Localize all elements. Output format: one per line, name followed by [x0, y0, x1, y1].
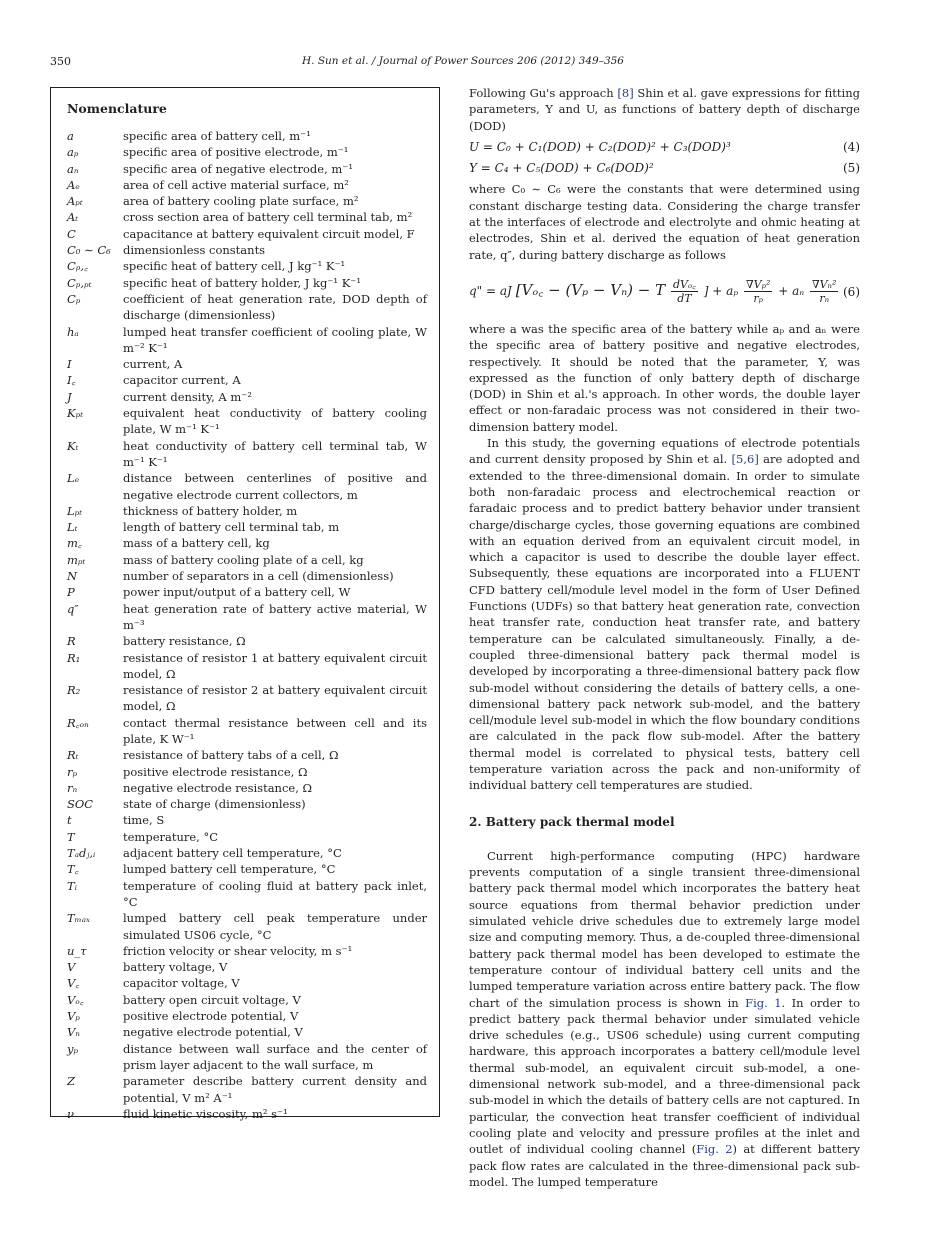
nomenclature-symbol: R꜀ₒₙ: [67, 715, 89, 730]
nomenclature-symbol: aₙ: [67, 161, 79, 176]
nomenclature-definition: distance between centerlines of positive and negative electrode current collectors, m: [123, 471, 427, 502]
nomenclature-symbol: Vₙ: [67, 1025, 80, 1040]
nomenclature-row: [67, 275, 427, 291]
nomenclature-symbol: Aₜ: [67, 210, 79, 225]
nomenclature-definition: temperature of cooling fluid at battery pack inlet, °C: [123, 878, 427, 909]
nomenclature-symbol: rₚ: [67, 764, 78, 779]
eq6-frac-vn: [810, 278, 839, 305]
nomenclature-row: [67, 812, 427, 828]
nomenclature-row: [67, 829, 427, 845]
nomenclature-symbol: m꜀: [67, 536, 82, 551]
eq6-mid2: + aₙ: [778, 284, 805, 299]
nomenclature-definition: specific heat of battery cell, J kg⁻¹ K⁻¹: [123, 259, 346, 274]
eq6-lhs: q" = aJ: [469, 284, 512, 299]
paragraph-after-eq6: where a was the specific area of the battery while aₚ and aₙ were the specific area of battery positive and negative electrodes, respectively. It should be noted that the parameter, Y, was expressed as the function of only battery depth of discharge (DOD) in Shin et al.'s approach. In other words, the double layer effect or non-faradaic process was not considered in their two-dimension battery model.: [469, 321, 860, 434]
intro-text-cont: Shin et al. gave expressions for fitting parameters, Y and U, as functions of battery depth of discharge (DOD): [469, 86, 860, 133]
eq6-frac1-den: dT: [677, 292, 692, 306]
nomenclature-definition: capacitor voltage, V: [123, 976, 240, 991]
nomenclature-row: [67, 633, 427, 649]
nomenclature-symbol: Kₜ: [67, 438, 79, 453]
nomenclature-symbol: R₂: [67, 683, 81, 698]
nomenclature-symbol: aₚ: [67, 145, 79, 160]
nomenclature-row: [67, 128, 427, 144]
nomenclature-row: [67, 144, 427, 160]
nomenclature-definition: specific area of battery cell, m⁻¹: [123, 129, 311, 143]
nomenclature-symbol: R: [67, 634, 76, 649]
nomenclature-row: [67, 845, 427, 861]
nomenclature-row: [67, 1041, 427, 1074]
nomenclature-definition: lumped battery cell temperature, °C: [123, 862, 336, 877]
nomenclature-symbol: C₀ ∼ C₆: [67, 243, 111, 258]
nomenclature-symbol: Tₘₐₓ: [67, 911, 91, 926]
nomenclature-row: [67, 1073, 427, 1106]
nomenclature-symbol: N: [67, 569, 78, 584]
nomenclature-definition: distance between wall surface and the center of prism layer adjacent to the wall surface, m: [123, 1041, 427, 1072]
citation-link[interactable]: [5,6]: [731, 452, 759, 467]
nomenclature-definition: temperature, °C: [123, 829, 219, 844]
nomenclature-definition: lumped battery cell peak temperature under simulated US06 cycle, °C: [123, 911, 427, 942]
section-heading: 2. Battery pack thermal model: [469, 814, 675, 829]
nomenclature-definition: thickness of battery holder, m: [123, 503, 298, 518]
study-text: In this study, the governing equations of electrode potentials and current density proposed by Shin et al.: [469, 436, 860, 467]
nomenclature-row: [67, 503, 427, 519]
nomenclature-symbol: mₚₜ: [67, 552, 86, 567]
eq6-frac1-num: dVₒ꜀: [672, 278, 696, 292]
intro-paragraph: [469, 85, 860, 134]
section-text-3: ) at different battery pack flow rates are calculated in the three-dimensional pack sub-model. The lumped temperature: [469, 1142, 860, 1189]
nomenclature-symbol: ν: [67, 1106, 74, 1121]
nomenclature-definition: cross section area of battery cell terminal tab, m²: [123, 210, 413, 225]
eq6-frac3-den: rₙ: [819, 292, 830, 306]
nomenclature-definition: area of battery cooling plate surface, m²: [123, 194, 359, 209]
eq6-mid1: ] + aₚ: [703, 284, 739, 299]
nomenclature-row: [67, 992, 427, 1008]
nomenclature-symbol: I꜀: [67, 373, 76, 388]
nomenclature-definition: mass of battery cooling plate of a cell, kg: [123, 552, 364, 567]
nomenclature-definition: current density, A m⁻²: [123, 389, 252, 404]
nomenclature-symbol: Cₚ,꜀: [67, 259, 89, 274]
nomenclature-symbol: yₚ: [67, 1041, 79, 1056]
eq6-frac-dvoc-dt: [671, 278, 698, 305]
nomenclature-row: [67, 861, 427, 877]
nomenclature-row: [67, 682, 427, 715]
eq6-frac3-num: ∇Vₙ²: [811, 278, 837, 292]
nomenclature-definition: heat generation rate of battery active material, W m⁻³: [123, 601, 427, 632]
nomenclature-symbol: Z: [67, 1074, 75, 1089]
nomenclature-definition: resistance of resistor 1 at battery equivalent circuit model, Ω: [123, 650, 427, 681]
nomenclature-row: [67, 1024, 427, 1040]
nomenclature-definition: equivalent heat conductivity of battery cooling plate, W m⁻¹ K⁻¹: [123, 406, 427, 437]
nomenclature-symbol: t: [67, 813, 72, 828]
eq6-frac2-den: rₚ: [753, 292, 763, 306]
equation-6-body: [469, 278, 840, 305]
nomenclature-row: [67, 356, 427, 372]
nomenclature-definition: specific heat of battery holder, J kg⁻¹ K⁻¹: [123, 275, 361, 290]
nomenclature-row: [67, 438, 427, 471]
nomenclature-definition: battery open circuit voltage, V: [123, 992, 301, 1007]
nomenclature-row: [67, 943, 427, 959]
nomenclature-row: [67, 226, 427, 242]
eq6-frac2-num: ∇Vₚ²: [745, 278, 771, 292]
nomenclature-symbol: Rₜ: [67, 748, 79, 763]
paragraph-section: [469, 848, 860, 1190]
nomenclature-symbol: T꜀: [67, 862, 79, 877]
nomenclature-symbol: V: [67, 960, 76, 975]
nomenclature-definition: length of battery cell terminal tab, m: [123, 520, 340, 535]
nomenclature-symbol: SOC: [67, 797, 94, 812]
nomenclature-box: [50, 87, 440, 1121]
nomenclature-symbol: Lₑ: [67, 471, 80, 486]
nomenclature-list: [67, 128, 427, 1122]
nomenclature-definition: coefficient of heat generation rate, DOD depth of discharge (dimensionless): [123, 291, 427, 323]
nomenclature-definition: negative electrode resistance, Ω: [123, 780, 313, 795]
nomenclature-definition: number of separators in a cell (dimensionless): [123, 569, 394, 584]
nomenclature-row: [67, 975, 427, 991]
nomenclature-row: [67, 405, 427, 438]
nomenclature-definition: mass of a battery cell, kg: [123, 536, 270, 551]
nomenclature-symbol: R₁: [67, 650, 81, 665]
nomenclature-definition: positive electrode resistance, Ω: [123, 764, 308, 779]
nomenclature-definition: fluid kinetic viscosity, m² s⁻¹: [123, 1106, 288, 1121]
nomenclature-definition: battery voltage, V: [123, 960, 228, 975]
nomenclature-row: [67, 324, 427, 357]
nomenclature-definition: power input/output of a battery cell, W: [123, 585, 351, 600]
nomenclature-symbol: V꜀: [67, 976, 80, 991]
nomenclature-symbol: Aₑ: [67, 177, 80, 192]
nomenclature-row: [67, 959, 427, 975]
nomenclature-symbol: I: [67, 357, 72, 372]
nomenclature-definition: specific area of positive electrode, m⁻¹: [123, 145, 349, 160]
nomenclature-row: [67, 372, 427, 388]
nomenclature-definition: area of cell active material surface, m²: [123, 177, 349, 192]
nomenclature-symbol: Vₒ꜀: [67, 992, 84, 1007]
nomenclature-definition: current, A: [123, 357, 183, 372]
nomenclature-row: [67, 161, 427, 177]
nomenclature-definition: friction velocity or shear velocity, m s⁻¹: [123, 943, 353, 958]
nomenclature-symbol: Tᵢ: [67, 878, 77, 893]
section-text-1: Current high-performance computing (HPC) hardware prevents computation of a single transient three-dimensional battery pack thermal model which incorporates the battery heat source equations from thermal behavior prediction under simulated vehicle drive schedules due to extremely large model size and computing memory. Thus, a de-coupled three-dimensional battery pack thermal model has been developed to estimate the temperature contour of individual battery cell units and the lumped temperature variation across entire battery pack. The flow chart of the simulation process is shown in: [469, 848, 860, 1010]
section-text-2: . In order to predict battery pack thermal behavior under simulated vehicle drive schedules (e.g., US06 schedule) using current computing hardware, this approach incorporates a battery cell/module level thermal sub-model, an equivalent circuit sub-model, a one-dimensional network sub-model, and a three-dimensional pack sub-model in which the details of battery cells are not captured. In particular, the convection heat transfer coefficient of individual cooling plate and velocity and pressure profiles at the inlet and outlet of individual cooling channel (: [469, 995, 860, 1157]
paragraph-study: [469, 435, 860, 794]
nomenclature-row: [67, 584, 427, 600]
citation-link[interactable]: [8]: [617, 86, 634, 100]
nomenclature-symbol: J: [67, 389, 72, 404]
nomenclature-row: [67, 519, 427, 535]
nomenclature-row: [67, 1106, 427, 1122]
nomenclature-symbol: rₙ: [67, 780, 78, 795]
nomenclature-symbol: q″: [67, 601, 79, 616]
right-column: [469, 85, 860, 1190]
equation-5-body: Y = C₄ + C₅(DOD) + C₆(DOD)²: [469, 161, 654, 176]
nomenclature-definition: capacitance at battery equivalent circuit model, F: [123, 226, 415, 241]
nomenclature-definition: resistance of resistor 2 at battery equivalent circuit model, Ω: [123, 683, 427, 714]
nomenclature-row: [67, 242, 427, 258]
equation-5-number: (5): [843, 161, 860, 176]
equation-6-number: (6): [843, 284, 860, 299]
nomenclature-symbol: Tₐdⱼ,ᵢ: [67, 846, 96, 861]
figure-link[interactable]: Fig. 2: [696, 1142, 733, 1157]
nomenclature-symbol: a: [67, 129, 74, 143]
nomenclature-symbol: Cₚ: [67, 291, 81, 306]
running-title: H. Sun et al. / Journal of Power Sources 206 (2012) 349–356: [301, 55, 624, 67]
nomenclature-definition: specific area of negative electrode, m⁻¹: [123, 161, 353, 176]
eq6-frac-vp: [744, 278, 772, 305]
nomenclature-row: [67, 177, 427, 193]
nomenclature-row: [67, 910, 427, 943]
nomenclature-row: [67, 568, 427, 584]
equation-4: [469, 139, 860, 155]
nomenclature-row: [67, 1008, 427, 1024]
nomenclature-row: [67, 715, 427, 748]
nomenclature-symbol: Vₚ: [67, 1009, 80, 1024]
nomenclature-row: [67, 535, 427, 551]
nomenclature-symbol: Lₜ: [67, 520, 78, 535]
nomenclature-row: [67, 258, 427, 274]
nomenclature-row: [67, 878, 427, 911]
paragraph-after-eq5: where C₀ ∼ C₆ were the constants that were determined using constant discharge testing data. Considering the charge transfer at the interfaces of electrode and electrolyte and ohmic heating at electrodes, Shin et al. derived the equation of heat generation rate, q″, during battery discharge as follows: [469, 182, 860, 262]
nomenclature-definition: capacitor current, A: [123, 373, 241, 388]
nomenclature-symbol: T: [67, 829, 75, 844]
nomenclature-definition: negative electrode potential, V: [123, 1025, 303, 1040]
nomenclature-symbol: P: [67, 585, 75, 600]
page-number: 350: [50, 55, 71, 68]
nomenclature-row: [67, 470, 427, 503]
nomenclature-definition: contact thermal resistance between cell and its plate, K W⁻¹: [123, 715, 427, 746]
nomenclature-row: [67, 747, 427, 763]
nomenclature-definition: adjacent battery cell temperature, °C: [123, 846, 342, 861]
nomenclature-symbol: C: [67, 226, 76, 241]
nomenclature-definition: dimensionless constants: [123, 243, 266, 258]
nomenclature-row: [67, 193, 427, 209]
nomenclature-definition: battery resistance, Ω: [123, 634, 246, 649]
nomenclature-row: [67, 389, 427, 405]
nomenclature-symbol: u_τ: [67, 943, 87, 958]
equation-6: [469, 268, 860, 316]
nomenclature-symbol: Kₚₜ: [67, 406, 84, 421]
nomenclature-symbol: hₐ: [67, 324, 79, 339]
nomenclature-row: [67, 209, 427, 225]
nomenclature-definition: state of charge (dimensionless): [123, 797, 306, 812]
nomenclature-row: [67, 796, 427, 812]
nomenclature-row: [67, 650, 427, 683]
equation-5: [469, 160, 860, 176]
nomenclature-definition: parameter describe battery current density and potential, V m² A⁻¹: [123, 1074, 427, 1105]
figure-link[interactable]: Fig. 1: [745, 995, 782, 1010]
equation-4-number: (4): [843, 139, 860, 154]
intro-text: Following Gu's approach: [469, 86, 618, 100]
nomenclature-row: [67, 601, 427, 634]
nomenclature-definition: positive electrode potential, V: [123, 1009, 299, 1024]
nomenclature-definition: lumped heat transfer coefficient of cooling plate, W m⁻² K⁻¹: [123, 324, 427, 355]
nomenclature-row: [67, 291, 427, 324]
nomenclature-row: [67, 764, 427, 780]
equation-4-body: U = C₀ + C₁(DOD) + C₂(DOD)² + C₃(DOD)³: [469, 139, 731, 154]
nomenclature-row: [67, 552, 427, 568]
study-text-cont: are adopted and extended to the three-dimensional domain. In order to simulate both non-faradaic process and electrochemical reaction or faradaic process and to predict battery behavior under transient charge/discharge cycles, those governing equations are combined with an equation derived from an equivalent circuit model, in which a capacitor is used to describe the double layer effect. Subsequently, these equations are incorporated into a FLUENT CFD battery cell/module level model in the form of User Defined Functions (UDFs) so that battery heat generation rate, convection heat transfer rate, conduction heat transfer rate, and battery temperature can be calculated simultaneously. Finally, a de-coupled three-dimensional battery pack thermal model is developed by incorporating a three-dimensional battery pack flow sub-model without considering the details of battery cells, a one-dimensional battery pack network sub-model, and the battery cell/module level sub-model in which the flow boundary conditions are calculated in the pack flow sub-model. After the battery thermal model is correlated to physical tests, battery cell temperature variation across the pack and non-uniformity of individual battery cell temperatures are studied.: [469, 452, 861, 793]
nomenclature-definition: resistance of battery tabs of a cell, Ω: [123, 748, 339, 763]
nomenclature-symbol: Cₚ,ₚₜ: [67, 275, 92, 290]
nomenclature-symbol: Lₚₜ: [67, 503, 83, 518]
nomenclature-title: Nomenclature: [67, 101, 167, 116]
nomenclature-definition: time, S: [123, 813, 165, 828]
nomenclature-row: [67, 780, 427, 796]
nomenclature-symbol: Aₚₜ: [67, 194, 83, 209]
nomenclature-definition: heat conductivity of battery cell terminal tab, W m⁻¹ K⁻¹: [123, 438, 427, 469]
eq6-bracket: [Vₒ꜀ − (Vₚ − Vₙ) − T: [515, 281, 666, 300]
